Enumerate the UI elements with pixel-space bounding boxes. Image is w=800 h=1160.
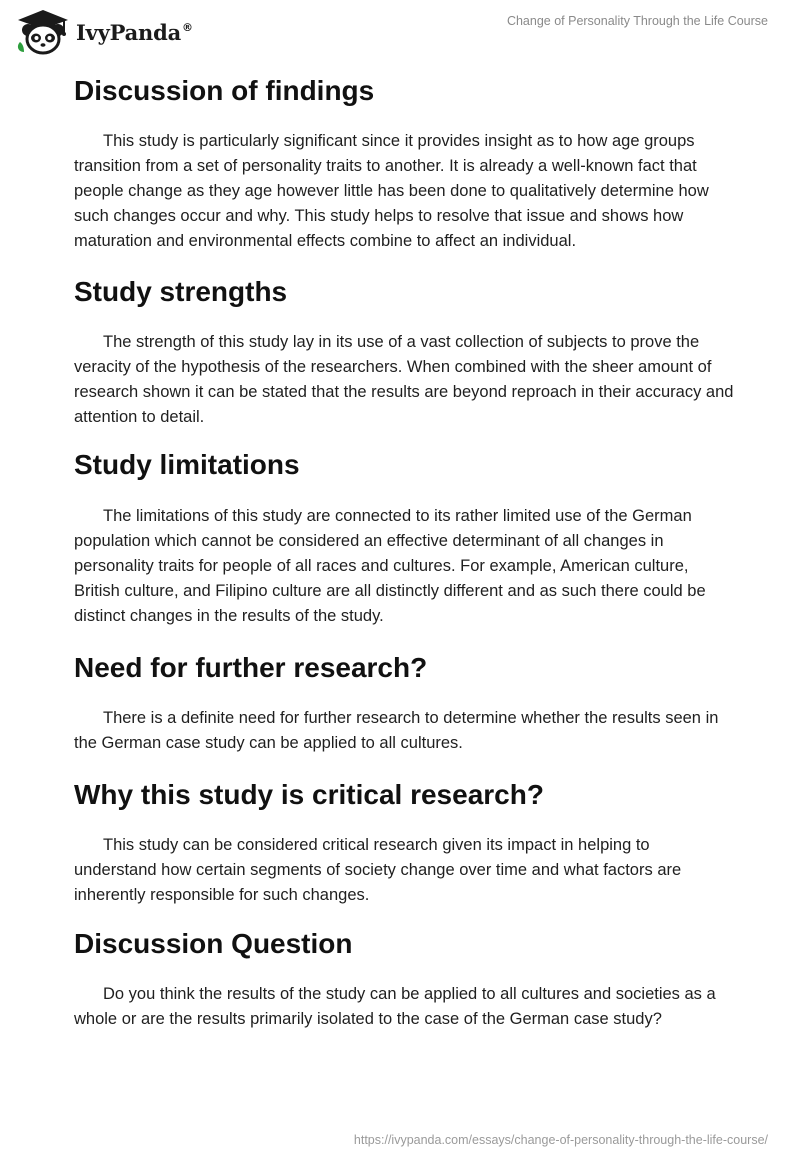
section-discussion-question <box>74 923 734 1032</box>
brand-name: IvyPanda® <box>76 19 193 45</box>
section-heading: Discussion Question <box>74 928 353 959</box>
section-paragraph: Do you think the results of the study can be applied to all cultures and societies as a whole or are the results primarily isolated to the case of the German case study? <box>74 985 716 1028</box>
section-paragraph: This study can be considered critical research given its impact in helping to understand how certain segments of society change over time and what factors are inherently responsible for such changes. <box>74 836 682 904</box>
section-heading: Need for further research? <box>74 652 428 683</box>
section-paragraph: This study is particularly significant since it provides insight as to how age groups transition from a set of personality traits to another. It is already a well-known fact that people change as they age however little has been done to qualitatively determine how such changes occur and why. This study helps to resolve that issue and shows how maturation and environmental effects combine to affect an individual. <box>74 132 709 250</box>
section-study-limitations <box>74 444 734 629</box>
section-critical-research <box>74 774 734 908</box>
section-paragraph: The strength of this study lay in its use of a vast collection of subjects to prove the veracity of the hypothesis of the researchers. When combined with the sheer amount of research shown it can be stated that the results are beyond reproach in their accuracy and attention to detail. <box>74 333 734 426</box>
section-need-for-further-research <box>74 647 734 756</box>
ivypanda-logo[interactable] <box>14 8 193 56</box>
section-discussion-of-findings <box>74 70 734 254</box>
section-heading: Why this study is critical research? <box>74 779 544 810</box>
section-paragraph: The limitations of this study are connected to its rather limited use of the German population which cannot be considered an effective determinant of all changes in personality traits for people of all races and cultures. For example, American culture, British culture, and Filipino culture are all distinctly different and as such there could be distinct changes in the results of the study. <box>74 507 706 625</box>
panda-graduation-cap-icon <box>14 8 72 56</box>
section-study-strengths <box>74 271 734 430</box>
document-title: Change of Personality Through the Life Course <box>506 14 768 28</box>
article-content <box>74 70 734 1032</box>
section-paragraph: There is a definite need for further research to determine whether the results seen in the German case study can be applied to all cultures. <box>74 709 719 752</box>
source-url-link[interactable]: https://ivypanda.com/essays/change-of-personality-through-the-life-course/ <box>353 1133 768 1147</box>
section-heading: Study limitations <box>74 449 300 480</box>
section-heading: Discussion of findings <box>74 75 375 106</box>
registered-mark: ® <box>182 20 193 34</box>
page-header <box>0 0 800 60</box>
section-heading: Study strengths <box>74 276 288 307</box>
